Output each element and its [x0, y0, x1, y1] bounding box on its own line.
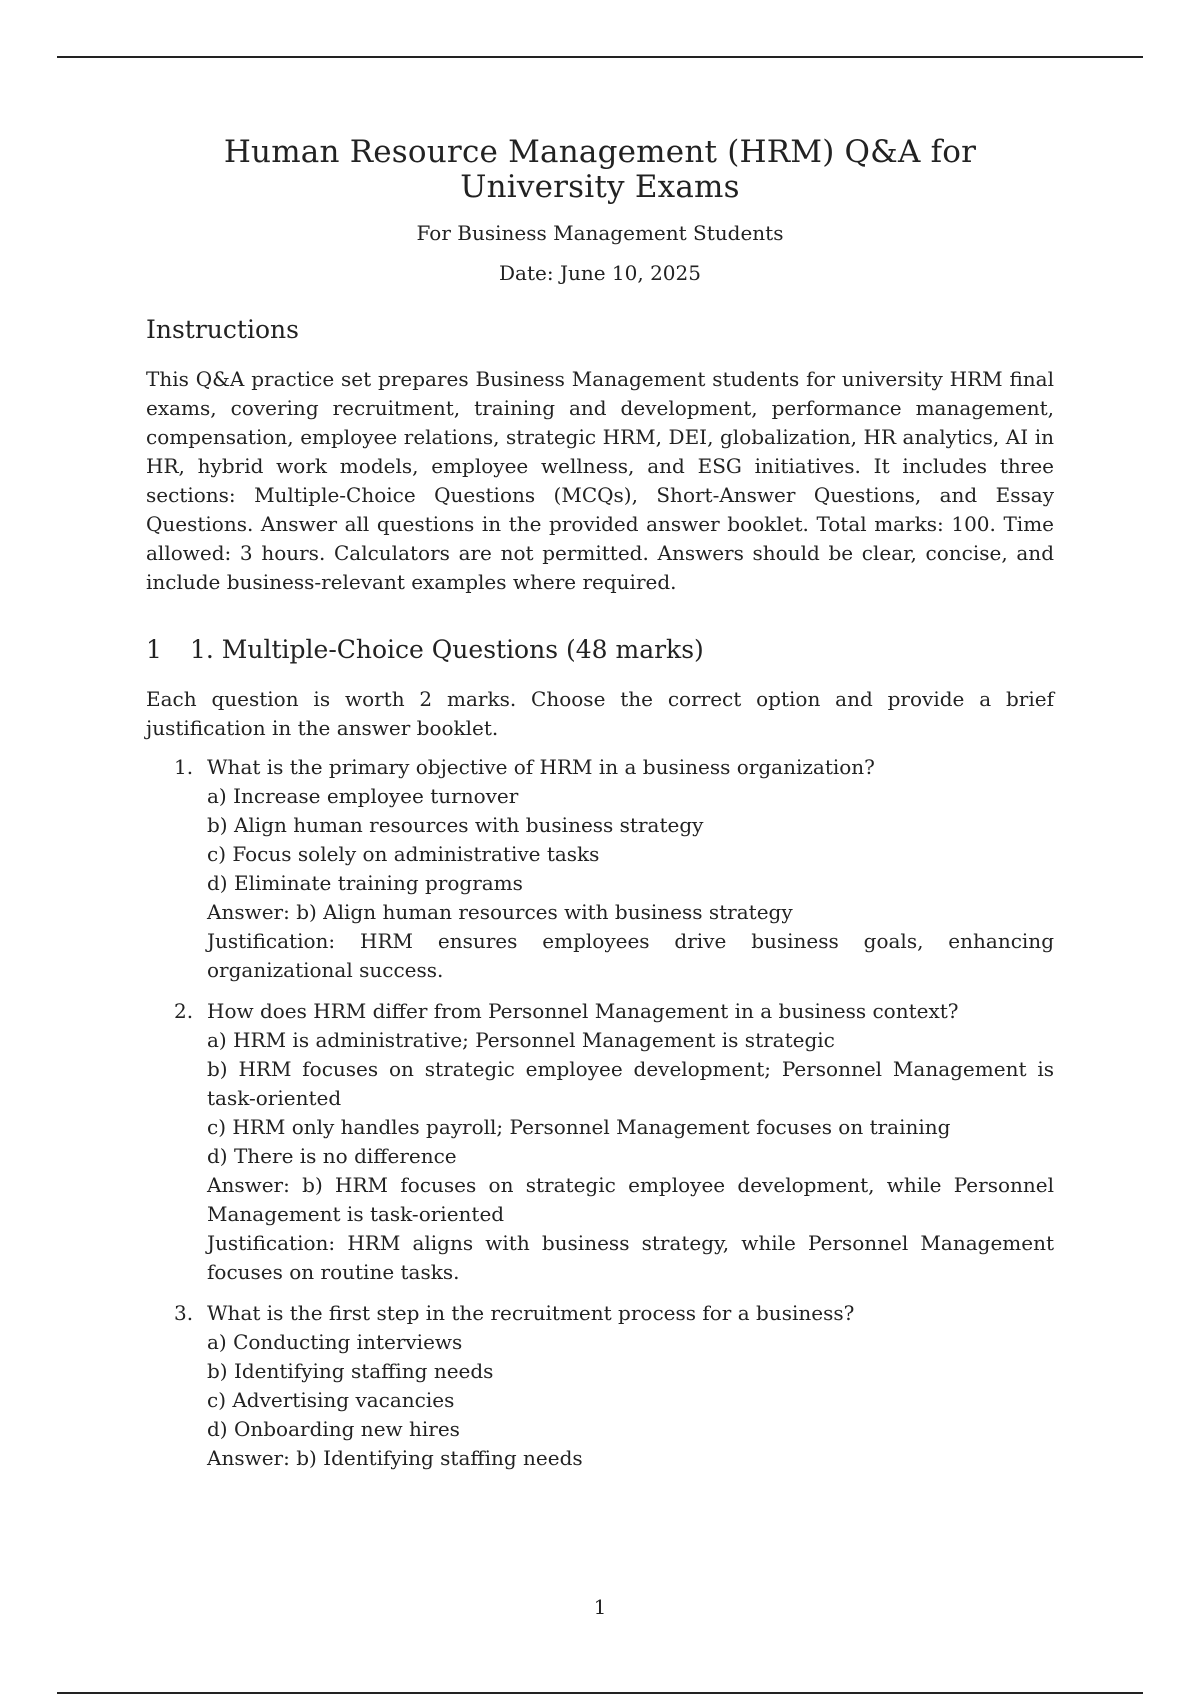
document-date: Date: June 10, 2025: [499, 261, 701, 285]
instructions-heading: Instructions: [146, 315, 299, 344]
question-item: [146, 1299, 1054, 1473]
option: b) HRM focuses on strategic employee development; Personnel Management is task-oriented: [207, 1057, 1054, 1110]
option: d) There is no difference: [207, 1144, 457, 1168]
question-number: 1.: [174, 755, 194, 779]
bottom-rule: [57, 1692, 1143, 1694]
justification: Justification: HRM ensures employees drive business goals, enhancing organizational success.: [207, 929, 1054, 982]
top-rule: [57, 56, 1143, 58]
question-text: How does HRM differ from Personnel Management in a business context?: [207, 999, 959, 1023]
option: b) Identifying staffing needs: [207, 1359, 494, 1383]
answer: Answer: b) HRM focuses on strategic employee development, while Personnel Management is task-oriented: [207, 1173, 1054, 1226]
section-intro: Each question is worth 2 marks. Choose the correct option and provide a brief justification in the answer booklet.: [146, 687, 1054, 740]
justification: Justification: HRM aligns with business strategy, while Personnel Management focuses on routine tasks.: [207, 1231, 1054, 1284]
option: a) Conducting interviews: [207, 1330, 463, 1354]
section-heading: [146, 635, 1054, 665]
answer: Answer: b) Identifying staffing needs: [207, 1446, 583, 1470]
option: a) HRM is administrative; Personnel Management is strategic: [207, 1028, 835, 1052]
option: c) Focus solely on administrative tasks: [207, 842, 600, 866]
section-number: 1: [146, 635, 162, 664]
document-subtitle: For Business Management Students: [416, 221, 784, 245]
page-number: 1: [593, 1595, 607, 1619]
option: b) Align human resources with business strategy: [207, 813, 704, 837]
document-page: [146, 135, 1054, 1485]
question-item: [146, 753, 1054, 985]
question-text: What is the primary objective of HRM in a business organization?: [207, 755, 875, 779]
option: c) Advertising vacancies: [207, 1388, 455, 1412]
section-title: 1. Multiple-Choice Questions (48 marks): [190, 635, 704, 664]
option: c) HRM only handles payroll; Personnel Management focuses on training: [207, 1115, 951, 1139]
question-text: What is the first step in the recruitment process for a business?: [207, 1301, 855, 1325]
answer: Answer: b) Align human resources with business strategy: [207, 900, 793, 924]
document-title: Human Resource Management (HRM) Q&A for University Exams: [223, 134, 977, 205]
option: a) Increase employee turnover: [207, 784, 519, 808]
question-number: 2.: [174, 999, 194, 1023]
option: d) Eliminate training programs: [207, 871, 523, 895]
question-item: [146, 997, 1054, 1287]
question-number: 3.: [174, 1301, 194, 1325]
instructions-body: This Q&A practice set prepares Business Management students for university HRM final exams, covering recruitment, training and development, performance management, compensation, employee relations, strategic HRM, DEI, globalization, HR analytics, AI in HR, hybrid work models, employee wellness, and ESG initiatives. It includes three sections: Multiple-Choice Questions (MCQs), Short-Answer Questions, and Essay Questions. Answer all questions in the provided answer booklet. Total marks: 100. Time allowed: 3 hours. Calculators are not permitted. Answers should be clear, concise, and include business-relevant examples where required.: [146, 367, 1054, 594]
option: d) Onboarding new hires: [207, 1417, 460, 1441]
